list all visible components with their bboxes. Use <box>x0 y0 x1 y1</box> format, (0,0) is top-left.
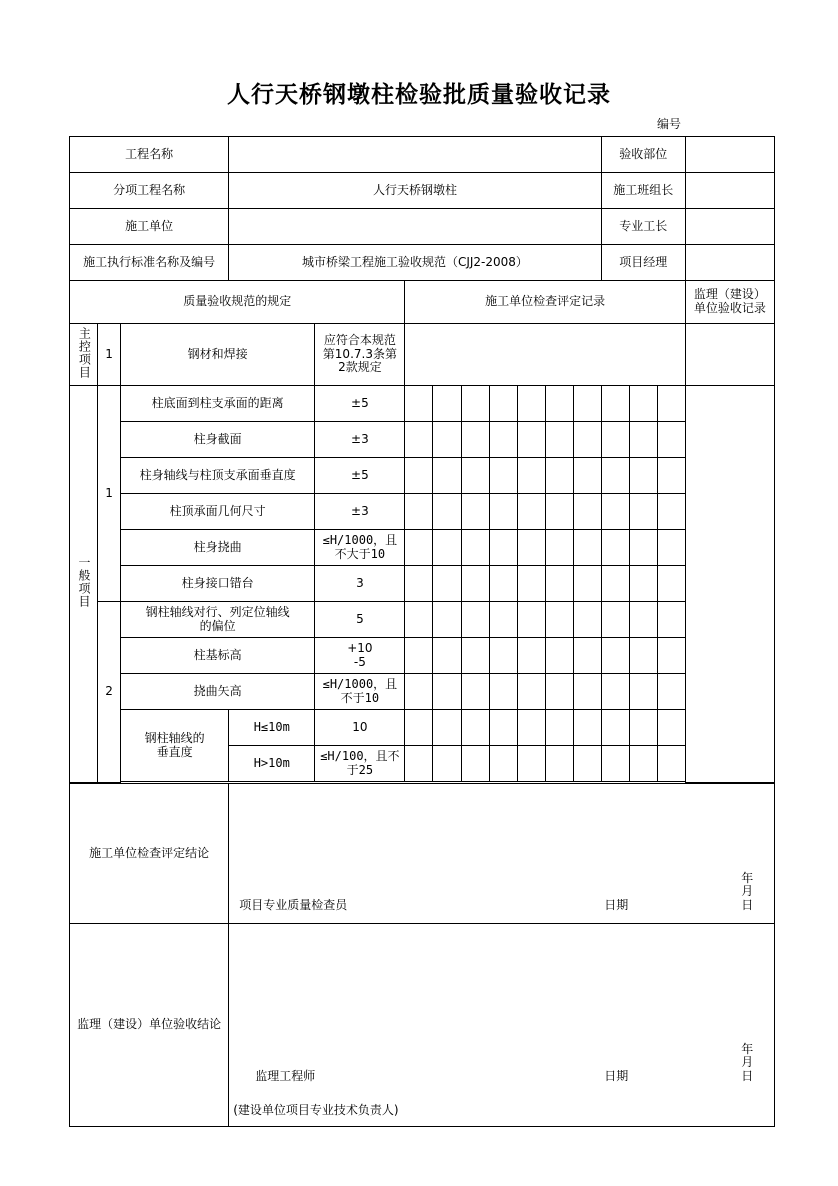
measure-cell[interactable] <box>601 566 629 602</box>
measure-cell[interactable] <box>545 386 573 422</box>
standard-field[interactable]: 城市桥梁工程施工验收规范（CJJ2-2008） <box>229 245 601 281</box>
date-label: 日期 <box>604 898 629 913</box>
measure-cell[interactable] <box>433 458 461 494</box>
sub-project-field[interactable]: 人行天桥钢墩柱 <box>229 173 601 209</box>
quality-inspector-label: 项目专业质量检查员 <box>239 898 348 913</box>
measure-cell[interactable] <box>461 494 489 530</box>
measure-cell[interactable] <box>489 602 517 638</box>
measure-cell[interactable] <box>405 530 433 566</box>
measure-cell[interactable] <box>405 566 433 602</box>
measure-cell[interactable] <box>629 746 657 782</box>
measure-cell[interactable] <box>433 494 461 530</box>
team-leader-field[interactable] <box>685 173 774 209</box>
measure-cell[interactable] <box>629 530 657 566</box>
measure-cell[interactable] <box>517 386 545 422</box>
measure-cell[interactable] <box>517 602 545 638</box>
measure-cell[interactable] <box>405 494 433 530</box>
measure-cell[interactable] <box>489 674 517 710</box>
general-item-name: 柱身接口错台 <box>121 566 315 602</box>
spec-header: 质量验收规范的规定 <box>70 281 405 324</box>
measure-cell[interactable] <box>657 638 685 674</box>
measure-cell[interactable] <box>545 674 573 710</box>
measure-cell[interactable] <box>629 638 657 674</box>
sub-project-label: 分项工程名称 <box>70 173 229 209</box>
measure-cell[interactable] <box>601 710 629 746</box>
main-item-number: 1 <box>98 324 121 386</box>
general-item-name: 柱身截面 <box>121 422 315 458</box>
general-item-name: 柱身轴线与柱顶支承面垂直度 <box>121 458 315 494</box>
verticality-label: 钢柱轴线的垂直度 <box>121 710 229 782</box>
measure-cell[interactable] <box>545 494 573 530</box>
measure-cell[interactable] <box>573 494 601 530</box>
measure-cell[interactable] <box>657 674 685 710</box>
measure-cell[interactable] <box>489 566 517 602</box>
measure-cell[interactable] <box>629 458 657 494</box>
measure-cell[interactable] <box>433 602 461 638</box>
measure-cell[interactable] <box>405 638 433 674</box>
measure-cell[interactable] <box>489 494 517 530</box>
measure-cell[interactable] <box>433 566 461 602</box>
main-item-name: 钢材和焊接 <box>121 324 315 386</box>
measure-cell[interactable] <box>489 422 517 458</box>
measure-cell[interactable] <box>657 422 685 458</box>
measure-cell[interactable] <box>517 674 545 710</box>
general-item-tolerance <box>315 638 405 674</box>
general-item-tolerance: 3 <box>315 566 405 602</box>
general-item-tolerance: 10 <box>315 710 405 746</box>
measure-cell[interactable] <box>545 458 573 494</box>
tolerance-upper: +10 <box>347 640 373 655</box>
construction-conclusion-label: 施工单位检查评定结论 <box>70 784 229 924</box>
measure-cell[interactable] <box>405 746 433 782</box>
measure-cell[interactable] <box>461 638 489 674</box>
measure-cell[interactable] <box>461 566 489 602</box>
measure-cell[interactable] <box>601 638 629 674</box>
standard-label: 施工执行标准名称及编号 <box>70 245 229 281</box>
measure-cell[interactable] <box>629 710 657 746</box>
measure-cell[interactable] <box>573 422 601 458</box>
measure-cell[interactable] <box>629 674 657 710</box>
verticality-condition: H≤10m <box>229 710 315 746</box>
general-item-tolerance: ≤H/1000，且不于10 <box>315 674 405 710</box>
measure-cell[interactable] <box>601 602 629 638</box>
construction-unit-field[interactable] <box>229 209 601 245</box>
measure-cell[interactable] <box>629 494 657 530</box>
general-item-tolerance: ±5 <box>315 458 405 494</box>
main-item-record[interactable] <box>405 324 685 386</box>
measure-cell[interactable] <box>461 602 489 638</box>
supervision-conclusion-label: 监理（建设）单位验收结论 <box>70 924 229 1127</box>
general-item-tolerance: ≤H/1000，且不大于10 <box>315 530 405 566</box>
measure-cell[interactable] <box>405 458 433 494</box>
foreman-field[interactable] <box>685 209 774 245</box>
measure-cell[interactable] <box>405 602 433 638</box>
general-item-name: 柱基标高 <box>121 638 315 674</box>
measure-cell[interactable] <box>629 422 657 458</box>
measure-cell[interactable] <box>517 422 545 458</box>
measure-cell[interactable] <box>489 710 517 746</box>
measure-cell[interactable] <box>489 530 517 566</box>
measure-cell[interactable] <box>629 386 657 422</box>
measure-cell[interactable] <box>573 386 601 422</box>
measure-cell[interactable] <box>517 530 545 566</box>
construction-record-header: 施工单位检查评定记录 <box>405 281 685 324</box>
general-item-tolerance: ±5 <box>315 386 405 422</box>
measure-cell[interactable] <box>517 638 545 674</box>
measure-cell[interactable] <box>433 674 461 710</box>
supervising-engineer-label: 监理工程师 <box>255 1069 316 1084</box>
measure-cell[interactable] <box>461 422 489 458</box>
date-label: 日期 <box>604 1069 629 1084</box>
measure-cell[interactable] <box>545 638 573 674</box>
measure-cell[interactable] <box>433 530 461 566</box>
measure-cell[interactable] <box>405 386 433 422</box>
ymd-label: 年 月 日 <box>741 1041 766 1084</box>
supervision-record-header: 监理（建设）单位验收记录 <box>685 281 774 324</box>
measure-cell[interactable] <box>657 710 685 746</box>
measure-cell[interactable] <box>601 458 629 494</box>
main-item-requirement: 应符合本规范第10.7.3条第2款规定 <box>315 324 405 386</box>
general-group1-number: 1 <box>98 386 121 602</box>
project-name-field[interactable] <box>229 137 601 173</box>
general-supervision-record[interactable] <box>685 386 774 783</box>
measure-cell[interactable] <box>405 422 433 458</box>
inspection-record-table <box>69 136 775 1127</box>
measure-cell[interactable] <box>657 458 685 494</box>
page-title: 人行天桥钢墩柱检验批质量验收记录 <box>227 82 611 108</box>
measure-cell[interactable] <box>517 710 545 746</box>
measure-cell[interactable] <box>433 710 461 746</box>
general-item-name: 挠曲矢高 <box>121 674 315 710</box>
measure-cell[interactable] <box>433 422 461 458</box>
measure-cell[interactable] <box>517 746 545 782</box>
measure-cell[interactable] <box>573 566 601 602</box>
general-item-tolerance: 5 <box>315 602 405 638</box>
measure-cell[interactable] <box>601 530 629 566</box>
measure-cell[interactable] <box>545 530 573 566</box>
general-items-label: 一般项目 <box>70 386 98 783</box>
measure-cell[interactable] <box>657 746 685 782</box>
measure-cell[interactable] <box>573 602 601 638</box>
measure-cell[interactable] <box>601 674 629 710</box>
measure-cell[interactable] <box>629 602 657 638</box>
measure-cell[interactable] <box>461 386 489 422</box>
measure-cell[interactable] <box>461 746 489 782</box>
measure-cell[interactable] <box>601 386 629 422</box>
team-leader-label: 施工班组长 <box>601 173 685 209</box>
serial-number-label: 编号 <box>657 117 682 131</box>
general-item-name: 柱顶承面几何尺寸 <box>121 494 315 530</box>
measure-cell[interactable] <box>517 458 545 494</box>
tolerance-lower: -5 <box>353 654 366 669</box>
verticality-condition: H>10m <box>229 746 315 782</box>
construction-unit-label: 施工单位 <box>70 209 229 245</box>
ymd-label: 年 月 日 <box>741 870 766 913</box>
measure-cell[interactable] <box>405 674 433 710</box>
general-item-tolerance: ±3 <box>315 422 405 458</box>
measure-cell[interactable] <box>573 710 601 746</box>
measure-cell[interactable] <box>573 458 601 494</box>
general-item-name: 柱身挠曲 <box>121 530 315 566</box>
measure-cell[interactable] <box>545 422 573 458</box>
inspection-part-field[interactable] <box>685 137 774 173</box>
general-group2-number: 2 <box>98 602 121 783</box>
measure-cell[interactable] <box>657 530 685 566</box>
measure-cell[interactable] <box>545 746 573 782</box>
measure-cell[interactable] <box>545 710 573 746</box>
project-name-label: 工程名称 <box>70 137 229 173</box>
measure-cell[interactable] <box>657 494 685 530</box>
measure-cell[interactable] <box>573 674 601 710</box>
measure-cell[interactable] <box>461 710 489 746</box>
supervision-conclusion-field[interactable] <box>229 924 775 1127</box>
general-item-tolerance: ≤H/100，且不于25 <box>315 746 405 782</box>
measure-cell[interactable] <box>517 566 545 602</box>
measure-cell[interactable] <box>601 494 629 530</box>
measure-cell[interactable] <box>573 638 601 674</box>
inspection-part-label: 验收部位 <box>601 137 685 173</box>
measure-cell[interactable] <box>405 710 433 746</box>
measure-cell[interactable] <box>433 746 461 782</box>
measure-cell[interactable] <box>601 746 629 782</box>
construction-conclusion-field[interactable] <box>229 784 775 924</box>
measure-cell[interactable] <box>545 602 573 638</box>
measure-cell[interactable] <box>629 566 657 602</box>
measure-cell[interactable] <box>489 386 517 422</box>
measure-cell[interactable] <box>657 602 685 638</box>
general-item-tolerance: ±3 <box>315 494 405 530</box>
owner-tech-lead-note: (建设单位项目专业技术负责人) <box>233 1103 399 1118</box>
main-item-supervision[interactable] <box>685 324 774 386</box>
measure-cell[interactable] <box>461 530 489 566</box>
measure-cell[interactable] <box>489 458 517 494</box>
general-item-name: 钢柱轴线对行、列定位轴线的偏位 <box>121 602 315 638</box>
project-manager-label: 项目经理 <box>601 245 685 281</box>
measure-cell[interactable] <box>517 494 545 530</box>
general-item-name: 柱底面到柱支承面的距离 <box>121 386 315 422</box>
foreman-label: 专业工长 <box>601 209 685 245</box>
project-manager-field[interactable] <box>685 245 774 281</box>
measure-cell[interactable] <box>461 458 489 494</box>
measure-cell[interactable] <box>489 638 517 674</box>
measure-cell[interactable] <box>657 386 685 422</box>
measure-cell[interactable] <box>657 566 685 602</box>
measure-cell[interactable] <box>461 674 489 710</box>
measure-cell[interactable] <box>573 746 601 782</box>
measure-cell[interactable] <box>433 638 461 674</box>
main-items-label: 主控项目 <box>70 324 98 386</box>
measure-cell[interactable] <box>573 530 601 566</box>
measure-cell[interactable] <box>489 746 517 782</box>
measure-cell[interactable] <box>545 566 573 602</box>
measure-cell[interactable] <box>601 422 629 458</box>
measure-cell[interactable] <box>433 386 461 422</box>
